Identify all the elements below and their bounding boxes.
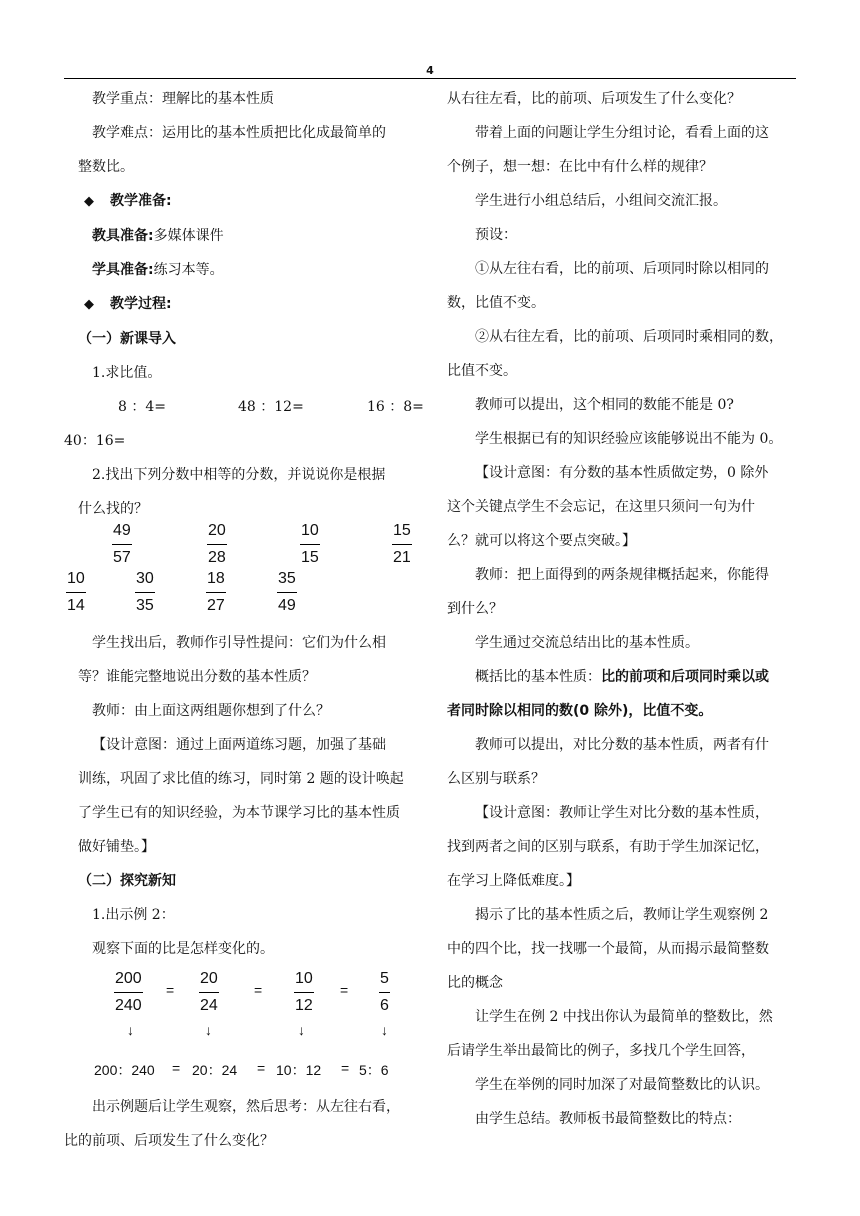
ratio-item: 8 ：4= [118,399,166,415]
example-fraction: $\frac{200}{240}$ [115,970,142,1014]
example-title: 1.出示例 2： [92,907,175,923]
equals-sign: = [341,1060,350,1076]
example-fraction: $\frac{5}{6}$ [380,970,389,1014]
ratio-row [64,390,427,424]
diamond-bullet-icon: ◆ [84,194,94,209]
difficulty-line-2: 整数比。 [78,159,134,175]
ratio-item: 48 ：12= [238,399,304,415]
example-block [64,966,427,1090]
example-ratio: 10：12 [276,1062,322,1078]
observe-prompt: 观察下面的比是怎样变化的。 [92,941,274,957]
design-intent-1-line-1: 【设计意图：通过上面两道练习题，加强了基础 [92,737,386,753]
ratio-item: 16 ：8= [367,399,424,415]
equals-sign: = [257,1060,266,1076]
right-line-20: 教师可以提出，对比分数的基本性质，两者有什 [475,737,769,753]
down-arrow-icon: ↓ [298,1022,305,1038]
right-line-26: 中的四个比，找一找哪一个最简，从而揭示最简整数 [447,941,769,957]
equals-sign: = [340,982,349,998]
example-ratio: 20：24 [192,1062,238,1078]
example-fraction: $\frac{20}{24}$ [200,970,218,1014]
paragraph-3-line-2: 等？谁能完整地说出分数的基本性质？ [78,669,316,685]
right-line-6: ①从左往右看，比的前项、后项同时除以相同的 [475,261,769,277]
right-line-9: 比值不变。 [447,363,517,379]
equals-sign: = [172,1060,181,1076]
design-intent-1-line-4: 做好铺垫。】 [78,839,155,855]
difficulty-line-1: 教学难点：运用比的基本性质把比化成最简单的 [92,125,386,141]
right-line-3: 个例子，想一想：在比中有什么样的规律？ [447,159,713,175]
section-1-heading: （一）新课导入 [78,331,176,347]
fraction: $\frac{35}{49}$ [278,570,296,614]
fraction: $\frac{10}{15}$ [301,522,319,566]
right-line-1: 从右往左看，比的前项、后项发生了什么变化？ [447,91,741,107]
example-ratio: 200：240 [94,1062,155,1078]
fraction-grid [64,522,427,626]
right-line-12: 【设计意图：有分数的基本性质做定势，0 除外 [475,465,769,481]
paragraph-3-line-1: 学生找出后，教师作引导性提问：它们为什么相 [92,635,386,651]
right-line-18: 概括比的基本性质：比的前项和后项同时乘以或 [475,669,769,685]
design-intent-1-line-3: 了学生已有的知识经验，为本节课学习比的基本性质 [78,805,400,821]
equals-sign: = [166,982,175,998]
fraction: $\frac{18}{27}$ [207,570,225,614]
down-arrow-icon: ↓ [205,1022,212,1038]
right-line-27: 比的概念 [447,975,503,991]
student-tools: 学具准备:练习本等。 [92,262,224,278]
down-arrow-icon: ↓ [381,1022,388,1038]
right-line-19: 者同时除以相同的数(0 除外)，比值不变。 [447,703,713,719]
question-2-line-2: 什么找的？ [78,501,148,517]
right-line-8: ②从右往左看，比的前项、后项同时乘相同的数， [475,329,783,345]
right-line-13: 这个关键点学生不会忘记，在这里只须问一句为什 [447,499,755,515]
diamond-bullet-icon: ◆ [84,297,94,312]
right-line-17: 学生通过交流总结出比的基本性质。 [475,635,699,651]
right-line-28: 让学生在例 2 中找出你认为最简单的整数比，然 [475,1009,773,1025]
right-line-16: 到什么？ [447,601,503,617]
right-line-22: 【设计意图：教师让学生对比分数的基本性质， [475,805,769,821]
fraction: $\frac{15}{21}$ [393,522,411,566]
fraction: $\frac{30}{35}$ [136,570,154,614]
header-rule [64,78,796,79]
section-2-heading: （二）探究新知 [78,873,176,889]
teaching-aids: 教具准备:多媒体课件 [92,228,224,244]
question-1: 1.求比值。 [92,365,162,381]
example-fraction: $\frac{10}{12}$ [295,970,313,1014]
right-line-29: 后请学生举出最简比的例子，多找几个学生回答， [447,1043,755,1059]
process-heading: ◆ 教学过程: [64,287,427,322]
left-column [64,82,427,1158]
right-line-15: 教师：把上面得到的两条规律概括起来，你能得 [475,567,769,583]
down-arrow-icon: ↓ [127,1022,134,1038]
think-line-2: 比的前项、后项发生了什么变化？ [64,1133,274,1149]
think-line-1: 出示例题后让学生观察，然后思考：从左往右看， [92,1099,400,1115]
example-ratio: 5：6 [359,1062,389,1078]
right-line-14: 么？就可以将这个要点突破。】 [447,533,636,549]
equals-sign: = [254,982,263,998]
key-point: 教学重点：理解比的基本性质 [92,91,274,107]
right-line-5: 预设： [475,227,517,243]
question-2-line-1: 2.找出下列分数中相等的分数，并说说你是根据 [92,467,386,483]
right-line-7: 数，比值不变。 [447,295,545,311]
right-line-2: 带着上面的问题让学生分组讨论，看看上面的这 [475,125,769,141]
prep-heading: ◆ 教学准备: [64,184,427,219]
right-line-30: 学生在举例的同时加深了对最简整数比的认识。 [475,1077,769,1093]
right-line-24: 在学习上降低难度。】 [447,873,580,889]
design-intent-1-line-2: 训练，巩固了求比值的练习，同时第 2 题的设计唤起 [78,771,404,787]
fraction: $\frac{49}{57}$ [113,522,131,566]
paragraph-4: 教师：由上面这两组题你想到了什么？ [92,703,330,719]
right-line-21: 么区别与联系？ [447,771,545,787]
fraction: $\frac{20}{28}$ [208,522,226,566]
right-column [447,82,797,1136]
right-line-10: 教师可以提出，这个相同的数能不能是 0? [475,397,734,413]
fraction: $\frac{10}{14}$ [67,570,85,614]
right-line-31: 由学生总结。教师板书最简整数比的特点： [475,1111,741,1127]
right-line-23: 找到两者之间的区别与联系，有助于学生加深记忆， [447,839,769,855]
ratio-item-4: 40：16= [64,433,126,449]
page-number: 4 [426,64,434,77]
right-line-11: 学生根据已有的知识经验应该能够说出不能为 0。 [475,431,783,447]
right-line-25: 揭示了比的基本性质之后，教师让学生观察例 2 [475,907,769,923]
right-line-4: 学生进行小组总结后，小组间交流汇报。 [475,193,727,209]
